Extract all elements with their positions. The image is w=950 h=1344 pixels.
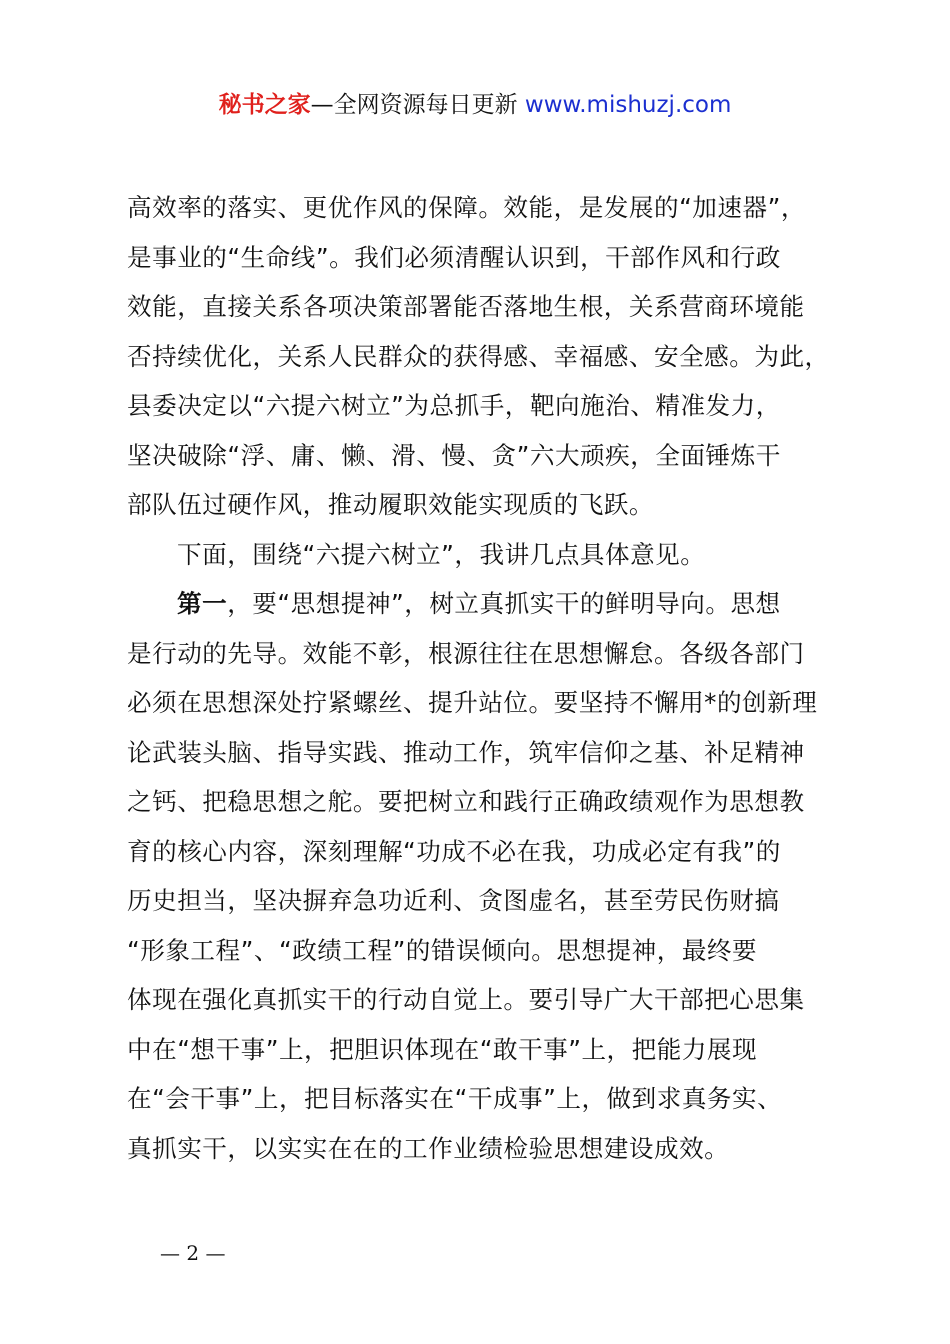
body-line: 县委决定以“六提六树立”为总抓手，靶向施治、精准发力， [127,391,781,420]
body-line: 是行动的先导。效能不彰，根源往往在思想懈怠。各级各部门 [127,638,805,668]
section-1-lead: 第一 [177,589,228,618]
body-line: 否持续优化，关系人民群众的获得感、幸福感、安全感。为此， [127,341,830,371]
document-body [127,183,857,1173]
body-line: 是事业的“生命线”。我们必须清醒认识到，干部作风和行政 [127,242,781,272]
body-line: 中在“想干事”上，把胆识体现在“敢干事”上，把能力展现 [127,1034,758,1064]
paragraph-intro: 下面，围绕“六提六树立”，我讲几点具体意见。 [177,539,706,569]
body-line: 必须在思想深处拧紧螺丝、提升站位。要坚持不懈用*的创新理 [127,688,818,717]
page-number: — 2 — [160,1241,226,1265]
site-header [0,88,950,122]
body-line: 坚决破除“浮、庸、懒、滑、慢、贪”六大顽疾，全面锤炼干 [127,440,781,470]
body-line: 高效率的落实、更优作风的保障。效能，是发展的“加速器”， [127,193,806,222]
body-line: 体现在强化真抓实干的行动自觉上。要引导广大干部把心思集 [127,985,805,1014]
section-1-heading-text: ，要“思想提神”，树立真抓实干的鲜明导向。思想 [227,589,781,618]
body-line: 真抓实干，以实实在在的工作业绩检验思想建设成效。 [127,1133,730,1163]
header-tagline: —全网资源每日更新 [310,92,525,118]
section-1-first-line [127,579,857,629]
body-line: 育的核心内容，深刻理解“功成不必在我，功成必定有我”的 [127,836,781,866]
body-line: 论武装头脑、指导实践、推动工作，筑牢信仰之基、补足精神 [127,737,805,767]
brand-name: 秘书之家 [218,92,311,118]
body-line: 在“会干事”上，把目标落实在“干成事”上，做到求真务实、 [127,1084,783,1113]
body-line: 效能，直接关系各项决策部署能否落地生根，关系营商环境能 [127,292,805,321]
body-line: 之钙、把稳思想之舵。要把树立和践行正确政绩观作为思想教 [127,787,805,816]
body-line: “形象工程”、“政绩工程”的错误倾向。思想提神，最终要 [127,935,758,965]
site-url[interactable]: www.mishuzj.com [524,92,732,118]
body-line: 部队伍过硬作风，推动履职效能实现质的飞跃。 [127,490,654,519]
body-line: 历史担当，坚决摒弃急功近利、贪图虚名，甚至劳民伤财搞 [127,886,780,915]
